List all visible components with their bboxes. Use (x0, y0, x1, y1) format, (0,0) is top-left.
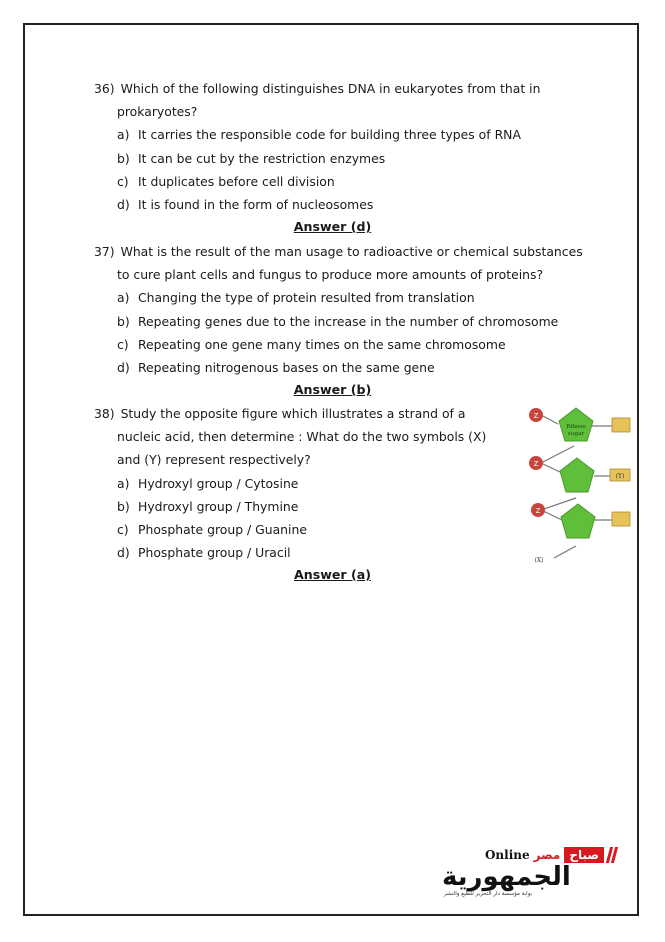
logo-bars (608, 847, 616, 863)
option-letter: a) (117, 127, 130, 143)
option-b (94, 310, 592, 333)
stem-line: Which of the following distinguishes DNA in eukaryotes from that in (120, 81, 541, 96)
question-stem (94, 240, 592, 263)
option-c (94, 518, 512, 541)
option-c (94, 170, 592, 193)
option-text: It carries the responsible code for building three types of RNA (138, 127, 521, 143)
option-letter: a) (117, 475, 130, 491)
logo-misr: مصر (533, 848, 561, 862)
option-b (94, 495, 512, 518)
logo-tagline: بوابة مؤسسة دار التحرير للطبع والنشر (444, 891, 533, 897)
backbone-link (541, 463, 560, 472)
option-c (94, 333, 592, 356)
phosphate-label: Z (533, 460, 539, 468)
answer-37: Answer (b) (293, 382, 372, 397)
sugar-label: sugar (567, 431, 585, 437)
question-36 (94, 77, 592, 216)
option-a (94, 472, 512, 495)
ribose-sugar-pentagon (561, 504, 595, 538)
option-a (94, 286, 592, 309)
question-stem (94, 402, 512, 425)
stem-line: to cure plant cells and fungus to produce more amounts of proteins? (117, 267, 544, 283)
phosphate-label: Z (533, 412, 539, 420)
option-d (94, 356, 592, 379)
y-label: (Y) (615, 473, 625, 480)
question-number: 37) (94, 244, 115, 259)
question-38 (94, 402, 512, 564)
option-letter: c) (117, 173, 129, 189)
stem-line: nucleic acid, then determine : What do the two symbols (X) (117, 429, 487, 445)
option-letter: d) (117, 360, 130, 376)
option-letter: b) (117, 150, 130, 166)
option-letter: d) (117, 197, 130, 213)
option-text: Repeating one gene many times on the same chromosome (138, 336, 506, 352)
logo-wordmark: الجمهورية (442, 862, 571, 892)
backbone-link (541, 498, 576, 510)
option-text: Changing the type of protein resulted from translation (138, 290, 475, 306)
backbone-link (541, 446, 574, 463)
option-letter: c) (117, 522, 129, 538)
option-text: Repeating nitrogenous bases on the same gene (138, 360, 435, 376)
question-number: 38) (94, 406, 115, 421)
stem-line: prokaryotes? (117, 104, 198, 120)
publisher-logo (436, 838, 616, 898)
option-text: It can be cut by the restriction enzymes (138, 150, 386, 166)
option-d (94, 541, 512, 564)
option-letter: d) (117, 545, 130, 561)
option-b (94, 147, 592, 170)
stem-line: What is the result of the man usage to radioactive or chemical substances (120, 244, 583, 259)
option-d (94, 193, 592, 216)
answer-36: Answer (d) (293, 219, 372, 234)
stem-line: and (Y) represent respectively? (117, 452, 311, 468)
nitrogenous-base (612, 512, 630, 526)
logo-online: Online (484, 848, 530, 862)
backbone-link (554, 546, 576, 558)
answer-38: Answer (a) (294, 567, 371, 582)
option-letter: b) (117, 313, 130, 329)
question-37 (94, 240, 592, 379)
question-stem (94, 77, 592, 100)
x-label: (X) (534, 557, 544, 564)
option-text: Phosphate group / Uracil (138, 545, 291, 561)
option-text: It is found in the form of nucleosomes (138, 197, 374, 213)
phosphate-label: Z (535, 507, 541, 515)
option-text: Hydroxyl group / Cytosine (138, 475, 299, 491)
logo-sabah: صباح (564, 847, 604, 863)
option-letter: a) (117, 290, 130, 306)
ribose-sugar-pentagon (560, 458, 594, 492)
sugar-label: Ribose (566, 424, 586, 430)
nitrogenous-base (612, 418, 630, 432)
option-text: Repeating genes due to the increase in the number of chromosome (138, 313, 559, 329)
option-text: Hydroxyl group / Thymine (138, 498, 299, 514)
option-text: Phosphate group / Guanine (138, 522, 307, 538)
option-letter: c) (117, 336, 129, 352)
question-number: 36) (94, 81, 115, 96)
option-text: It duplicates before cell division (138, 173, 335, 189)
stem-line: Study the opposite figure which illustrates a strand of a (120, 406, 466, 421)
backbone-link (541, 415, 558, 424)
nucleic-acid-figure (524, 402, 636, 574)
option-a (94, 123, 592, 146)
option-letter: b) (117, 498, 130, 514)
